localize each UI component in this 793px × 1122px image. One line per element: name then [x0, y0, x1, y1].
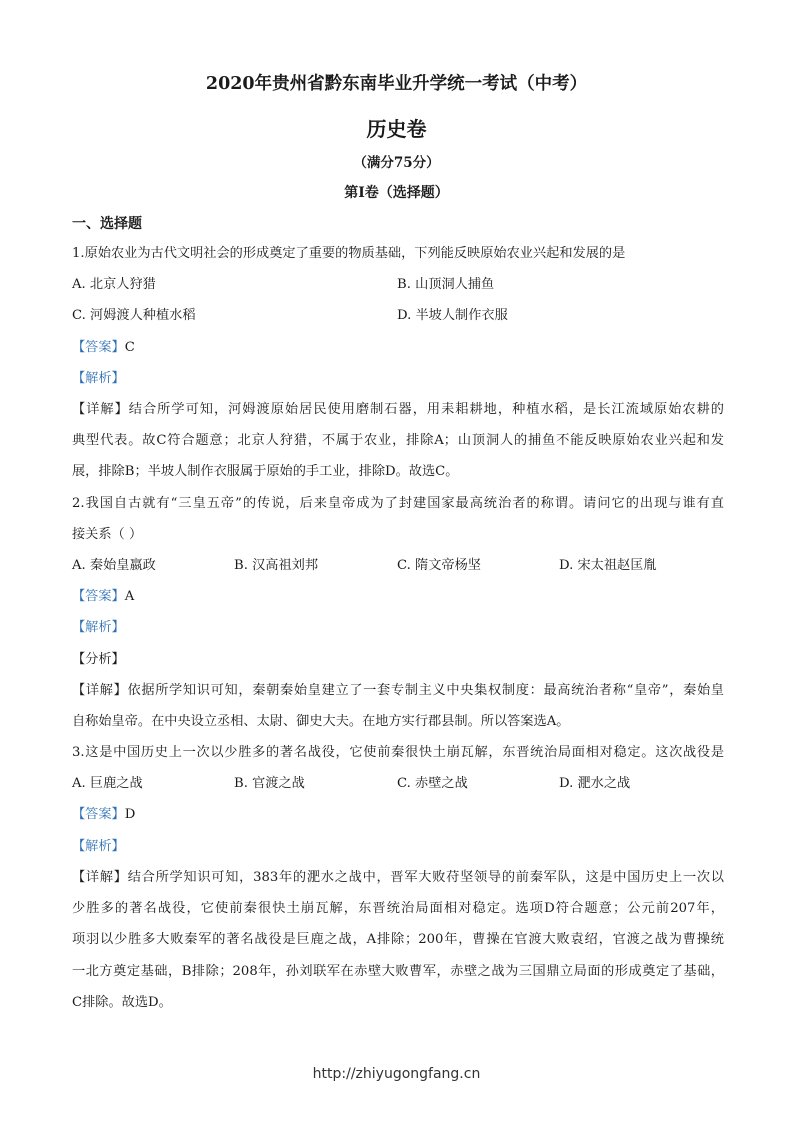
- q2-option-d: D. 宋太祖赵匡胤: [559, 558, 657, 573]
- q1-analysis-tag: 【解析】: [72, 371, 125, 386]
- q3-detail-line: 项羽以少胜多大败秦军的著名战役是巨鹿之战，A排除；200年，曹操在官渡大败袁绍，官渡之战为曹操统: [72, 932, 724, 947]
- q3-option-d: D. 淝水之战: [559, 776, 631, 791]
- q3-analysis-tag: 【解析】: [72, 839, 125, 854]
- q1-option-c: C. 河姆渡人种植水稻: [72, 308, 196, 323]
- q3-detail-line: 少胜多的著名战役，它使前秦很快土崩瓦解，东晋统治局面相对稳定。选项D符合题意；公元前207年，: [72, 901, 724, 916]
- section-heading: 一、选择题: [72, 216, 142, 232]
- q2-stem-line: 接关系（ ）: [72, 527, 143, 542]
- q2-analysis-tag: 【解析】: [72, 620, 125, 635]
- answer-tag: 【答案】: [72, 340, 125, 355]
- q1-detail-line: 展，排除B；半坡人制作衣服属于原始的手工业，排除D。故选C。: [72, 464, 459, 479]
- q2-detail-line: 自称始皇帝。在中央设立丞相、太尉、御史大夫。在地方实行郡县制。所以答案选A。: [72, 714, 570, 729]
- q2-option-a: A. 秦始皇嬴政: [72, 558, 156, 573]
- q1-stem: 1.原始农业为古代文明社会的形成奠定了重要的物质基础，下列能反映原始农业兴起和发展的是: [72, 246, 626, 261]
- answer-tag: 【答案】: [72, 589, 125, 604]
- q2-fenxi-tag: 【分析】: [72, 652, 125, 667]
- q3-stem: 3.这是中国历史上一次以少胜多的著名战役，它使前秦很快土崩瓦解，东晋统治局面相对稳定。这次战役是: [72, 745, 724, 760]
- part-title: 第I卷（选择题）: [344, 185, 449, 201]
- q3-option-c: C. 赤壁之战: [397, 776, 468, 791]
- q1-detail-line: 典型代表。故C符合题意；北京人狩猎，不属于农业，排除A；山顶洞人的捕鱼不能反映原始农业兴起和发: [72, 433, 724, 448]
- q2-detail-line: 【详解】依据所学知识可知，秦朝秦始皇建立了一套专制主义中央集权制度：最高统治者称“皇帝”，秦始皇: [72, 683, 724, 698]
- q1-option-b: B. 山顶洞人捕鱼: [397, 277, 495, 292]
- q2-stem-line: 2.我国自古就有“三皇五帝”的传说，后来皇帝成为了封建国家最高统治者的称谓。请问它的出现与谁有直: [72, 496, 724, 511]
- q1-option-d: D. 半坡人制作衣服: [397, 308, 508, 323]
- answer-value: D: [124, 807, 136, 822]
- q2-answer: [72, 587, 724, 607]
- q3-detail-line: 一北方奠定基础，B排除；208年，孙刘联军在赤壁大败曹军，赤壁之战为三国鼎立局面的形成奠定了基础，: [72, 964, 724, 979]
- exam-title: 2020年贵州省黔东南毕业升学统一考试（中考）: [205, 74, 588, 94]
- score-note: （满分75分）: [353, 155, 440, 171]
- answer-value: A: [124, 589, 135, 604]
- q3-option-a: A. 巨鹿之战: [72, 776, 143, 791]
- footer-url: http://zhiyugongfang.cn: [312, 1066, 481, 1082]
- q3-answer: [72, 805, 724, 825]
- subject-title: 历史卷: [366, 117, 427, 141]
- q3-detail-line: C排除。故选D。: [72, 995, 172, 1010]
- q2-option-b: B. 汉高祖刘邦: [234, 558, 319, 573]
- q1-option-a: A. 北京人狩猎: [72, 277, 156, 292]
- q3-detail-line: 【详解】结合所学知识可知，383年的淝水之战中，晋军大败苻坚领导的前秦军队，这是中国历史上一次以: [72, 870, 724, 885]
- answer-value: C: [124, 340, 135, 355]
- q1-detail-line: 【详解】结合所学可知，河姆渡原始居民使用磨制石器，用耒耜耕地，种植水稻，是长江流域原始农耕的: [72, 402, 724, 417]
- q2-option-c: C. 隋文帝杨坚: [397, 558, 481, 573]
- answer-tag: 【答案】: [72, 807, 125, 822]
- q1-answer: [72, 338, 724, 358]
- q3-option-b: B. 官渡之战: [234, 776, 305, 791]
